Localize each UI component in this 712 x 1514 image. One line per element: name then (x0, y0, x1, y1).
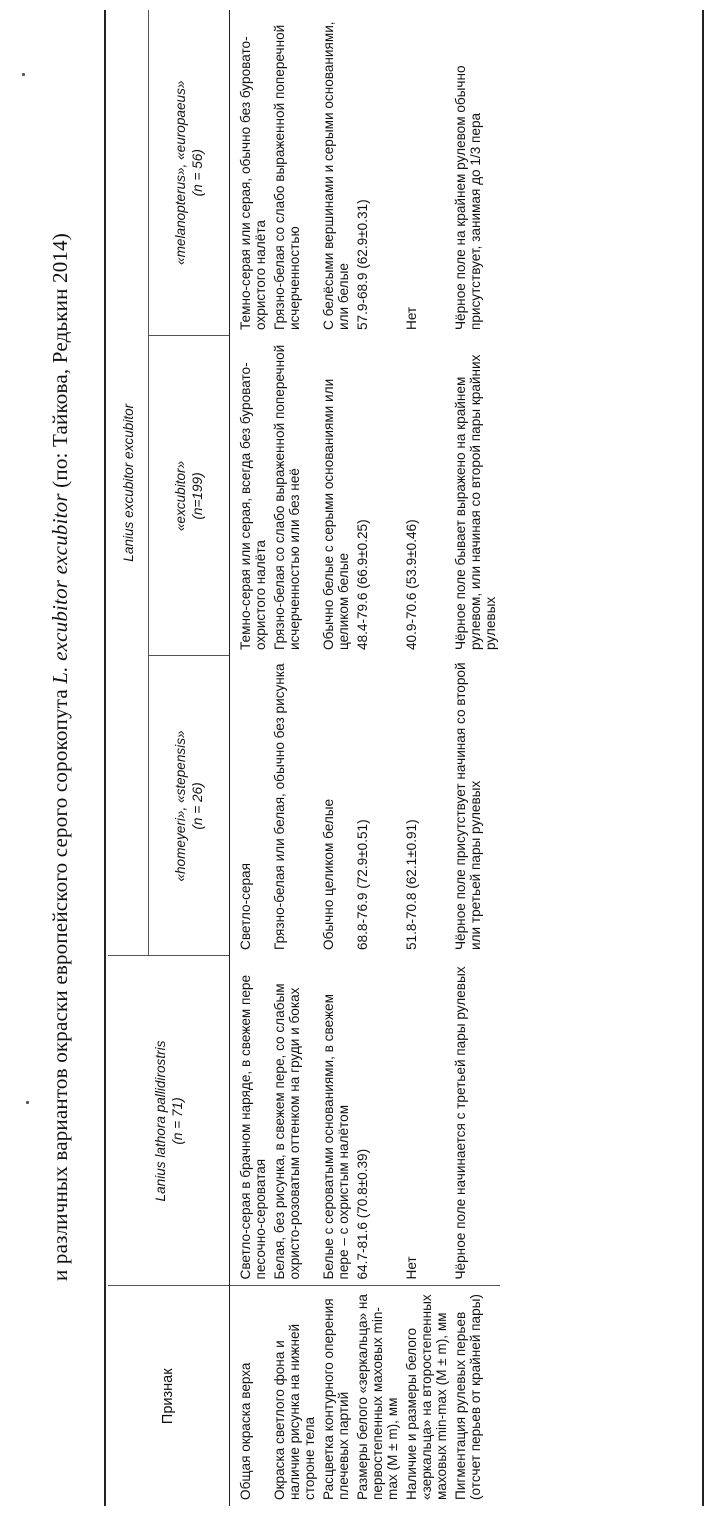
table-row (451, 10, 500, 1506)
table-row (230, 10, 271, 1506)
table-caption (48, 0, 73, 1514)
row-feature: Пигментация рулевых перьев (отсчет перьев от крайней пары) (453, 1294, 483, 1500)
table-top-rule (104, 10, 106, 1506)
row-value: Чёрное поле бывает выражено на крайнем рулевом, или начиная со второй пары крайних рулевых (453, 354, 498, 650)
row-feature: Размеры белого «зеркальца» на первостепенных маховых min-max (M ± m), мм (355, 1294, 400, 1500)
header-col-n: (n = 71) (169, 1097, 185, 1145)
table-bottom-rule (702, 10, 704, 1506)
row-value: Светло-серая (238, 863, 253, 950)
row-value: Чёрное поле на крайнем рулевом обычно присутствует, занимая до 1/3 пера (453, 65, 483, 330)
header-col-name: «homeyeri», «stepensis» (173, 730, 188, 882)
header-col-name: «excubitor» (173, 460, 188, 532)
row-feature: Окраска светлого фона и наличие рисунка на нижней стороне тела (272, 1323, 317, 1500)
row-value: Светло-серая в брачном наряде, в свежем пере песочно-сероватая (230, 956, 271, 1286)
comparison-table (108, 10, 500, 1506)
header-col-melanopterus (149, 10, 230, 336)
row-value: 68.8-76.9 (72.9±0.51) (355, 819, 370, 950)
table-row (402, 10, 451, 1506)
header-feature: Признак (108, 1286, 230, 1506)
header-group-label: Lanius excubitor excubitor (108, 10, 149, 956)
header-col-name: Lanius lathora pallidirostris (152, 1040, 168, 1202)
row-value: Чёрное поле присутствует начиная со второй или третьей пары рулевых (453, 662, 483, 950)
header-col-excubitor (149, 336, 230, 656)
row-value: Темно-серая или серая, обычно без буровато-охристого налёта (238, 36, 268, 330)
row-value: Чёрное поле начинается с третьей пары рулевых (451, 956, 500, 1286)
row-feature: Наличие и размеры белого «зеркальца» на второстепенных маховых min-max (M ± m), мм (404, 1294, 449, 1500)
caption-suffix: (по: Тайкова, Редькин 2014) (48, 233, 72, 494)
row-value: Грязно-белая со слабо выраженной поперечной исчерченностью или без неё (272, 344, 302, 650)
header-col-n: (n=199) (190, 472, 205, 520)
row-value: Темно-серая или серая, всегда без буровато-охристого налёта (238, 362, 268, 650)
header-col-n: (n = 56) (190, 149, 205, 197)
row-value: 64.7-81.6 (70.8±0.39) (353, 956, 402, 1286)
row-value: Белая, без рисунка, в свежем пере, со слабым охристо-розоватым оттенком на груди и боках (270, 956, 319, 1286)
caption-prefix: и различных вариантов окраски европейского серого сорокопута (48, 683, 72, 1282)
table-row (270, 10, 319, 1506)
row-value: Грязно-белая со слабо выраженной поперечной исчерченностью (272, 24, 302, 330)
row-value: С белёсыми вершинами и серыми основаниями, или белые (321, 21, 351, 330)
row-feature: Общая окраска верха (238, 1362, 253, 1500)
row-value: Грязно-белая или белая, обычно без рисунка (272, 663, 287, 950)
row-value: Нет (404, 306, 419, 330)
header-row-group (108, 10, 149, 1506)
row-value: 48.4-79.6 (66.9±0.25) (355, 519, 370, 650)
row-value: 40.9-70.6 (53.9±0.46) (404, 519, 419, 650)
row-value: Обычно белые с серыми основаниями или целиком белые (321, 378, 351, 650)
row-value: Нет (402, 956, 451, 1286)
row-value: Обычно целиком белые (321, 798, 336, 950)
row-value: 57.9-68.9 (62.9±0.31) (355, 199, 370, 330)
header-col-name: «melanopterus», «europaeus» (173, 80, 188, 265)
header-col-homeyeri (149, 656, 230, 956)
header-col-n: (n = 26) (190, 782, 205, 830)
row-value: Белые с сероватыми основаниями, в свежем пере – с охристым налётом (319, 956, 353, 1286)
table-row (319, 10, 353, 1506)
scan-speck (22, 73, 25, 76)
table-row (353, 10, 402, 1506)
header-col-pallidirostris (108, 956, 230, 1286)
row-feature: Расцветка контурного оперения плечевых партий (321, 1298, 351, 1500)
scan-speck (26, 1101, 29, 1104)
row-value: 51.8-70.8 (62.1±0.91) (404, 819, 419, 950)
caption-species: L. excubitor excubitor (48, 493, 72, 684)
